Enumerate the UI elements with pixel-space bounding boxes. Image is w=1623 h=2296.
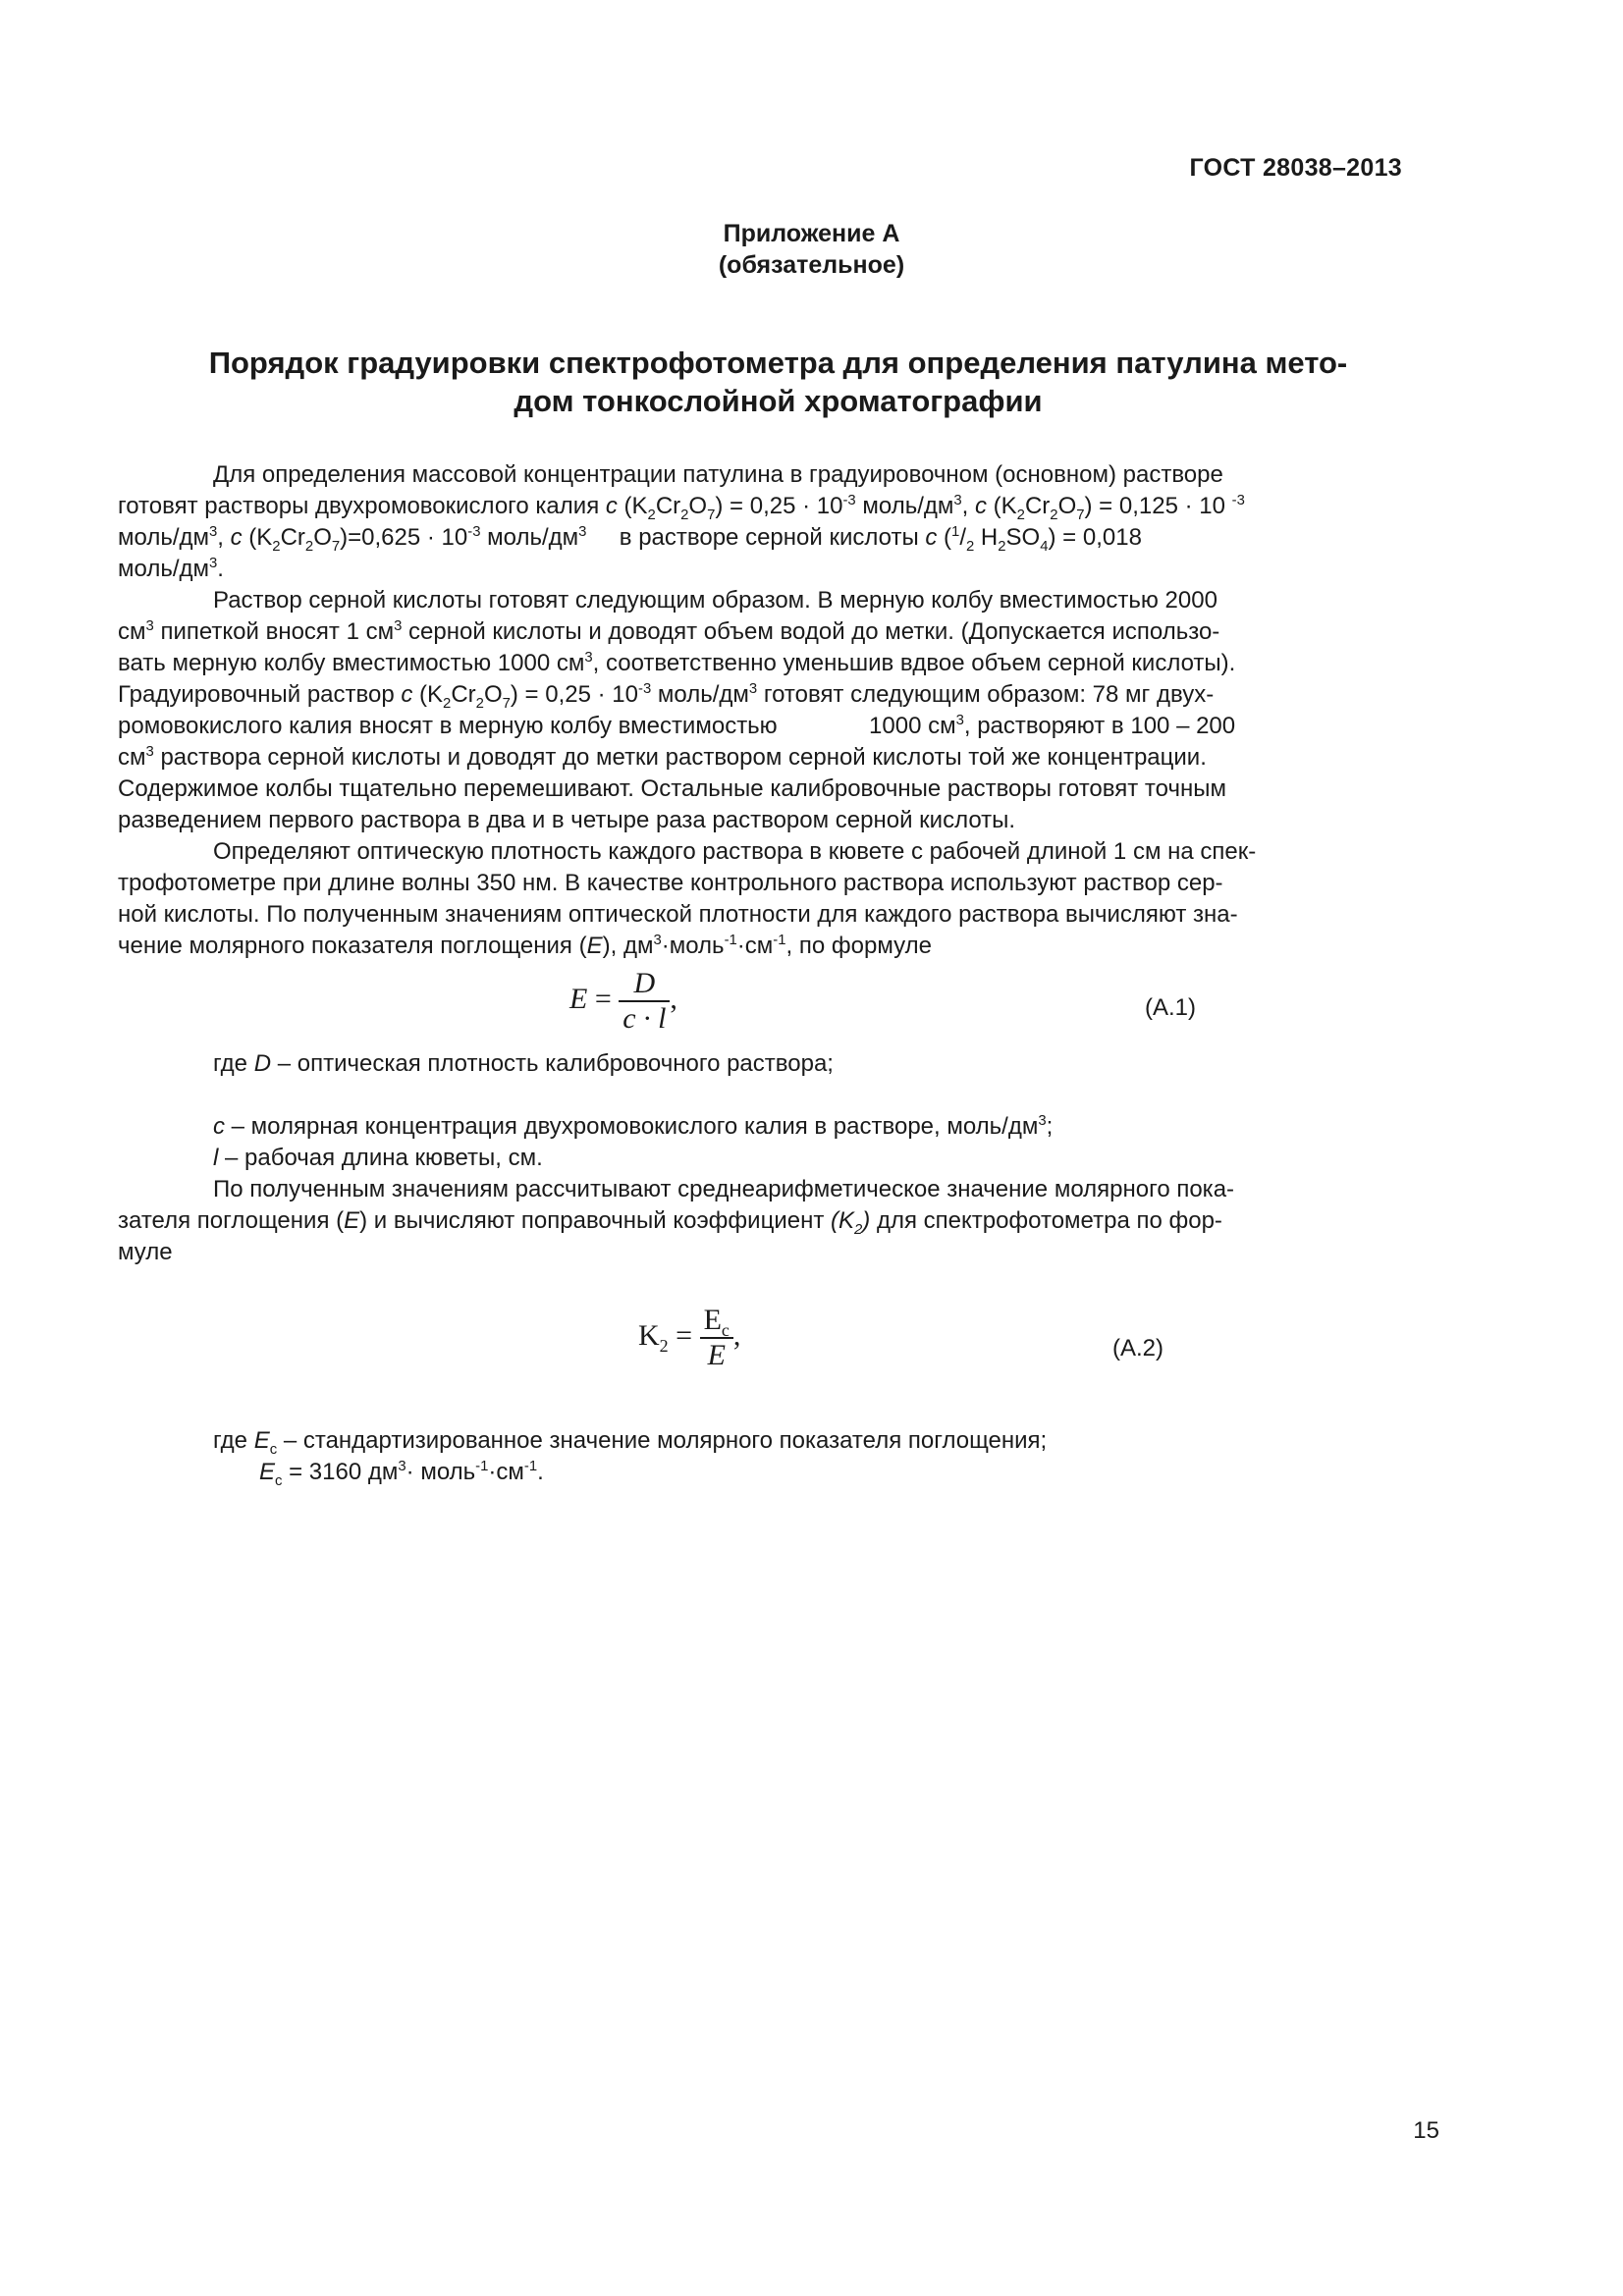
text-line: моль/$дм^3$, с $(K_2Cr_2O_7)=0,625 \cdot 10^{-3}$ моль/$дм^3$ в растворе серной кислоты с ($^1/_2$ $H_2SO_4) = 0,018$ (118, 524, 1142, 555)
formula-fraction: $\frac{D}{c \cdot l}$ (619, 967, 670, 1036)
paragraph-3 (118, 836, 1438, 962)
text-line: где D – оптическая плотность калибровочного раствора; (213, 1050, 834, 1077)
formula-fraction: $\frac{E_c}{E}$ (700, 1304, 733, 1372)
formula-number-a2: (А.2) (1112, 1335, 1164, 1362)
text-line: готовят растворы двухромовокислого калия с $(K_2Cr_2O_7) = 0,25 \cdot 10^{-3}$ моль/$дм^3$, с $(K_2Cr_2O_7) = 0,125 \cdot 10$ $^{-3}$ (118, 493, 1245, 523)
text-line: разведением первого раствора в два и в четыре раза раствором серной кислоты. (118, 807, 1016, 833)
text-line: Градуировочный раствор с $(K_2Cr_2O_7) = 0,25 \cdot 10^{-3}$ моль/$дм^3$ готовят следующим образом: 78 мг двух- (118, 681, 1215, 712)
text-line: Содержимое колбы тщательно перемешивают. Остальные калибровочные растворы готовят точным (118, 775, 1226, 802)
formula-lhs: E (569, 982, 588, 1015)
text-line: вать мерную колбу вместимостью 1000 $см^3$, соответственно уменьшив вдвое объем серной кислоты). (118, 650, 1236, 676)
where-clause-1 (118, 1048, 1438, 1174)
page-number: 15 (1413, 2117, 1439, 2144)
title-line-1: Порядок градуировки спектрофотометра для определения патулина мето- (208, 346, 1348, 380)
text-line: ной кислоты. По полученным значениям оптической плотности для каждого раствора вычисляют зна- (118, 901, 1238, 928)
text-line: где $E_с$ – стандартизированное значение молярного показателя поглощения; (213, 1427, 1048, 1458)
paragraph-4 (118, 1174, 1438, 1268)
text-line: трофотометре при длине волны 350 нм. В качестве контрольного раствора используют раствор сер- (118, 870, 1223, 896)
section-title (118, 344, 1438, 420)
text-line: ромовокислого калия вносят в мерную колбу вместимостью 1000 $см^3$, растворяют в 100 – 200 (118, 713, 1236, 739)
appendix-heading (0, 218, 1623, 281)
text-line: Раствор серной кислоты готовят следующим образом. В мерную колбу вместимостью 2000 (213, 587, 1217, 614)
text-line: По полученным значениям рассчитывают среднеарифметическое значение молярного пока- (213, 1176, 1235, 1202)
paragraph-2 (118, 585, 1438, 836)
text-line: моль/$дм^3$. (118, 556, 224, 582)
text-line: с – молярная концентрация двухромовокислого калия в растворе, моль/$дм^3$; (213, 1113, 1054, 1140)
text-line: l – рабочая длина кюветы, см. (213, 1145, 543, 1171)
where-clause-2 (118, 1425, 1438, 1488)
text-line: $E_с = 3160$ $дм^3\cdot$ $моль^{-1}\cdot см^{-1}$. (259, 1459, 544, 1489)
formula-lhs: $K_2$ (638, 1318, 669, 1356)
text-line: муле (118, 1239, 173, 1265)
text-line: Определяют оптическую плотность каждого раствора в кювете с рабочей длиной 1 см на спек- (213, 838, 1257, 865)
paragraph-1 (118, 459, 1438, 585)
formula-number-a1: (А.1) (1145, 994, 1197, 1021)
appendix-status: (обязательное) (718, 251, 905, 279)
text-line: чение молярного показателя поглощения (E), $дм^3\cdot моль^{-1}\cdot см^{-1}$, по формуле (118, 933, 932, 959)
text-line: $см^3$ раствора серной кислоты и доводят до метки раствором серной кислоты той же концентрации. (118, 744, 1207, 771)
formula-a2: $K_2$ = $\frac{E_c}{E}$ , (638, 1304, 741, 1371)
document-code: ГОСТ 28038–2013 (1189, 154, 1402, 182)
text-line: Для определения массовой концентрации патулина в градуировочном (основном) растворе (213, 461, 1223, 488)
appendix-label: Приложение А (723, 220, 900, 247)
blank-line (118, 1080, 1438, 1111)
formula-a1: E = $\frac{D}{c \cdot l}$ , (569, 967, 677, 1035)
text-line: $см^3$ пипеткой вносят 1 $см^3$ серной кислоты и доводят объем водой до метки. (Допускается использо- (118, 618, 1220, 645)
title-line-2: дом тонкослойной хроматографии (514, 384, 1043, 418)
text-line: зателя поглощения (E) и вычисляют поправочный коэффициент $(K_2)$ для спектрофотометра по фор- (118, 1207, 1222, 1238)
